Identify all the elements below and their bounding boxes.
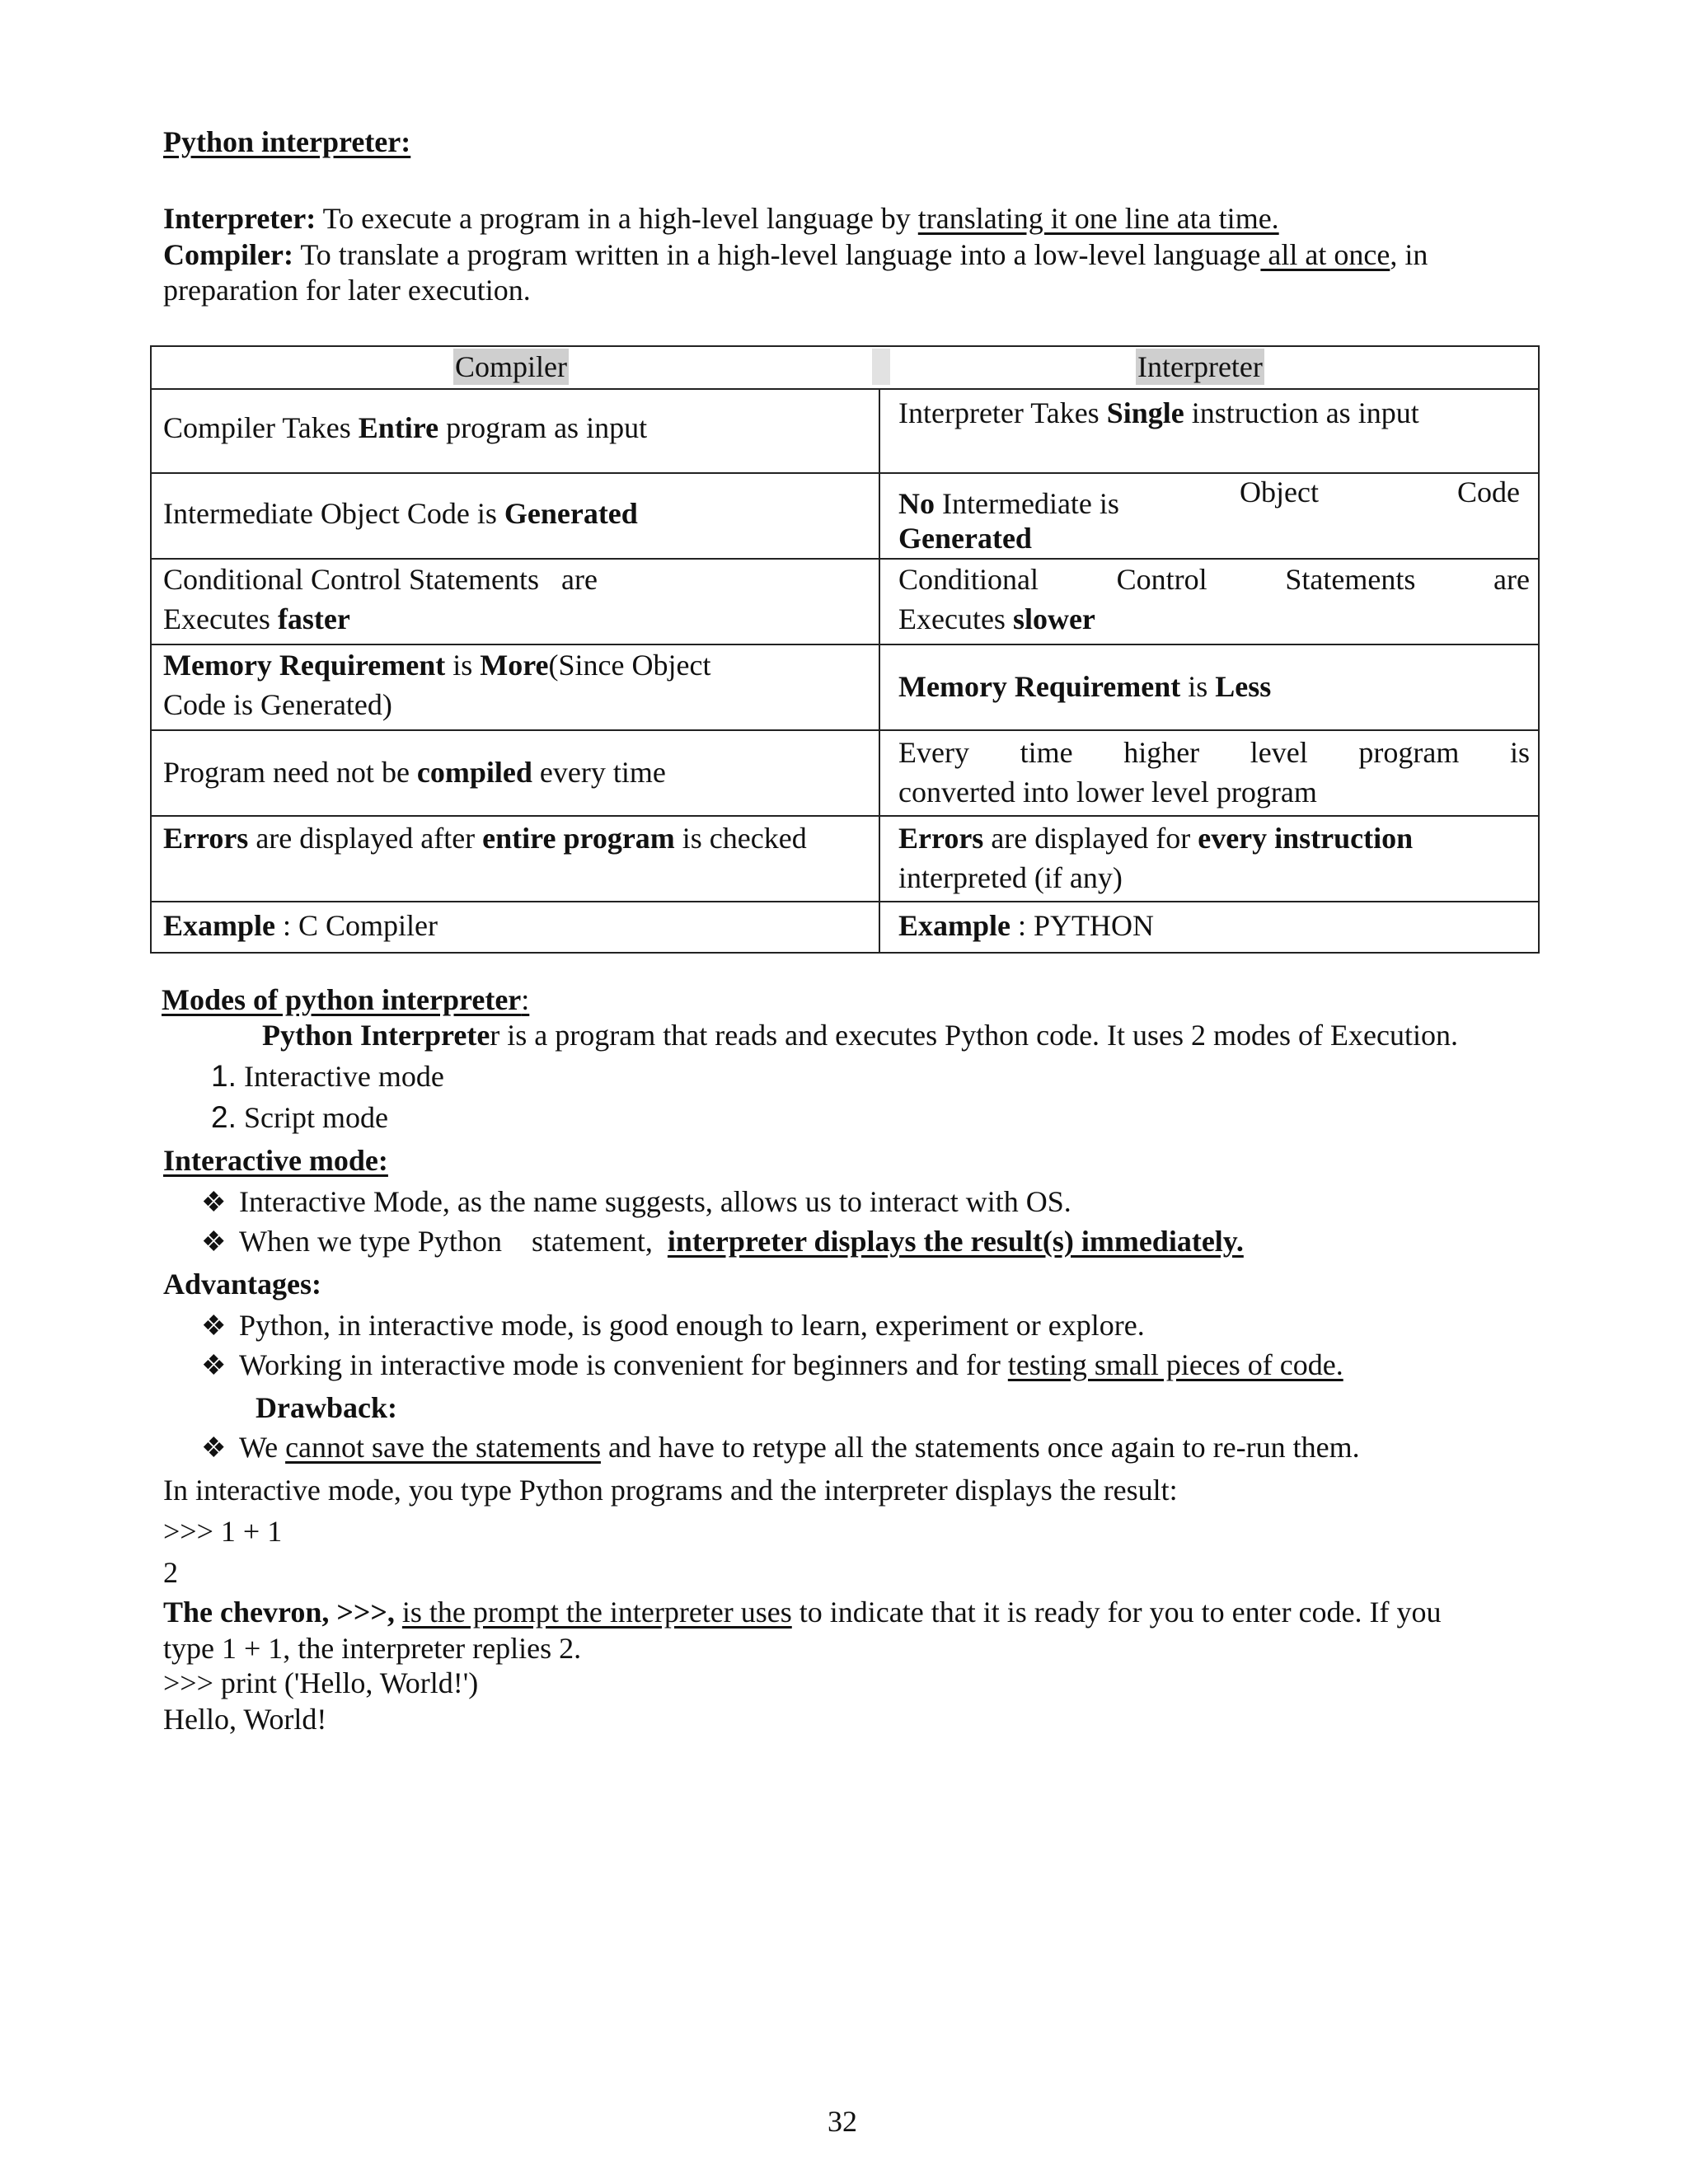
interpreter-underlined: translating it one line ata time. — [917, 202, 1279, 235]
interpreter-cell-code-word: Code — [1457, 476, 1520, 509]
code-line: >>> 1 + 1 — [163, 1515, 283, 1548]
chevron-paragraph-line2: type 1 + 1, the interpreter replies 2. — [163, 1632, 582, 1665]
interpreter-cell-memory: Memory Requirement is Less — [898, 670, 1272, 703]
interactive-bullet: ❖ When we type Python statement, interpreter displays the result(s) immediately. — [201, 1223, 1244, 1261]
page-number: 32 — [828, 2105, 857, 2138]
diamond-bullet-icon: ❖ — [201, 1188, 227, 1218]
compiler-cell-compiled: Program need not be compiled every time — [163, 756, 666, 789]
compiler-definition — [163, 237, 1428, 273]
code-output: Hello, World! — [163, 1703, 327, 1736]
comparison-table — [150, 345, 1540, 954]
header-compiler: Compiler — [455, 350, 567, 383]
advantages-heading: Advantages: — [163, 1268, 322, 1301]
compiler-label: Compiler: — [163, 238, 293, 271]
modes-list-item: 2. Script mode — [211, 1100, 388, 1134]
advantage-bullet: ❖ Python, in interactive mode, is good enough to learn, experiment or explore. — [201, 1307, 1145, 1345]
compiler-cell-example: Example : C Compiler — [163, 909, 438, 942]
code-output: 2 — [163, 1556, 178, 1589]
compiler-tail: , in — [1390, 238, 1428, 271]
interpreter-cell-generated: Generated — [898, 522, 1032, 555]
page-heading: Python interpreter: — [163, 125, 411, 158]
diamond-bullet-icon: ❖ — [201, 1227, 227, 1258]
code-line: >>> print ('Hello, World!') — [163, 1666, 479, 1699]
compiler-cell-memory-l1: Memory Requirement is More(Since Object — [163, 649, 711, 682]
diamond-bullet-icon: ❖ — [201, 1351, 227, 1381]
interpreter-cell-conditional-l2: Executes slower — [898, 602, 1095, 635]
compiler-cell-memory-l2: Code is Generated) — [163, 688, 392, 721]
interactive-bullet: ❖ Interactive Mode, as the name suggests, allows us to interact with OS. — [201, 1183, 1071, 1221]
modes-heading: Modes of python interpreter: — [162, 983, 530, 1016]
drawback-bullet: ❖ We cannot save the statements and have to retype all the statements once again to re-run them. — [201, 1429, 1360, 1467]
interpreter-cell-example: Example : PYTHON — [898, 909, 1155, 942]
interpreter-cell-conditional-l1: Conditional Control Statements are — [898, 563, 1530, 596]
diamond-bullet-icon: ❖ — [201, 1311, 227, 1342]
interactive-explanation: In interactive mode, you type Python programs and the interpreter displays the result: — [163, 1474, 1178, 1507]
interpreter-cell-every-time-l1: Every time higher level program is — [898, 736, 1530, 769]
compiler-cell-object-code: Intermediate Object Code is Generated — [163, 497, 638, 530]
diamond-bullet-icon: ❖ — [201, 1433, 227, 1464]
interpreter-text: To execute a program in a high-level language by — [316, 202, 918, 235]
interactive-heading: Interactive mode: — [163, 1144, 388, 1177]
compiler-text: To translate a program written in a high-level language into a low-level language — [293, 238, 1261, 271]
chevron-paragraph: The chevron, >>>, is the prompt the interpreter uses to indicate that it is ready for you to enter code. If you — [163, 1596, 1442, 1629]
advantage-bullet: ❖ Working in interactive mode is convenient for beginners and for testing small pieces of code. — [201, 1347, 1343, 1385]
modes-intro: Python Interpreter is a program that reads and executes Python code. It uses 2 modes of Execution. — [262, 1019, 1458, 1052]
compiler-definition-line2: preparation for later execution. — [163, 274, 531, 307]
interpreter-definition — [163, 200, 1279, 237]
interpreter-cell-errors-l2: interpreted (if any) — [898, 861, 1123, 894]
compiler-cell-input: Compiler Takes Entire program as input — [163, 411, 648, 444]
compiler-underlined: all at once — [1260, 238, 1390, 271]
header-interpreter: Interpreter — [1137, 350, 1263, 383]
interpreter-cell-object-word: Object — [1240, 476, 1319, 509]
compiler-cell-errors: Errors are displayed after entire program is checked — [163, 822, 807, 855]
drawback-heading: Drawback: — [256, 1391, 397, 1424]
interpreter-cell-input: Interpreter Takes Single instruction as input — [898, 396, 1419, 429]
interpreter-cell-errors-l1: Errors are displayed for every instruction — [898, 822, 1414, 855]
interpreter-label: Interpreter: — [163, 202, 316, 235]
interpreter-cell-every-time-l2: converted into lower level program — [898, 776, 1317, 808]
modes-list-item: 1. Interactive mode — [211, 1059, 444, 1093]
interpreter-cell-object-code: No Intermediate is — [898, 487, 1119, 520]
compiler-cell-conditional-l2: Executes faster — [163, 602, 350, 635]
compiler-cell-conditional-l1: Conditional Control Statements are — [163, 563, 598, 596]
